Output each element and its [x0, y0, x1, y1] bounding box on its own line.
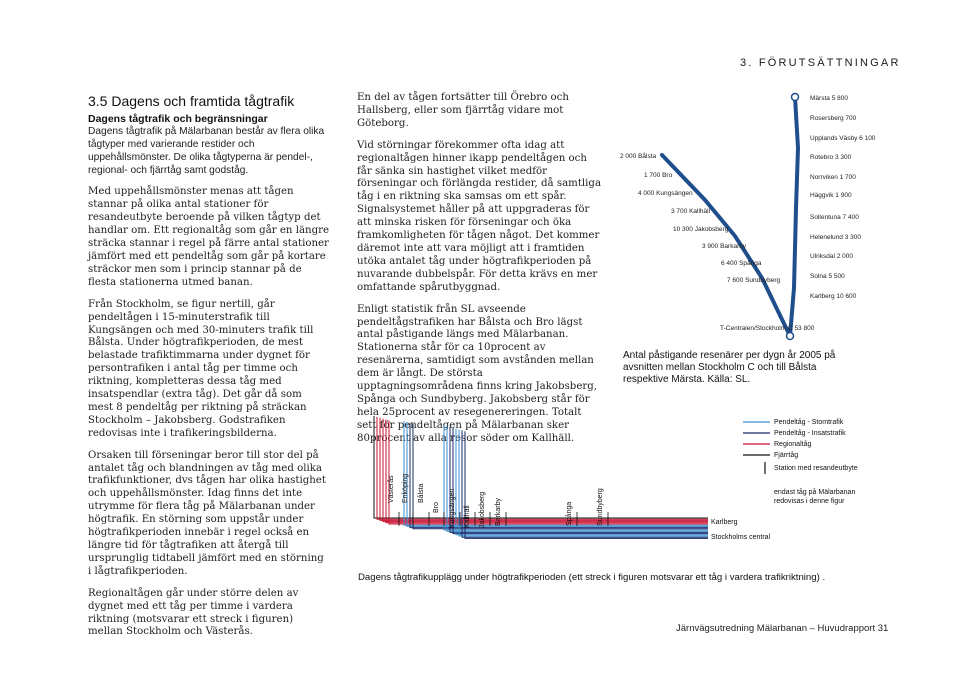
map-label-ulriksdal: Ulriksdal 2 000 — [810, 253, 854, 260]
sub-heading: Dagens tågtrafik och begränsningar — [88, 112, 268, 125]
legend-label: Station med resandeutbyte — [774, 465, 858, 472]
train-line — [383, 419, 708, 522]
train-lines — [374, 416, 708, 538]
left-text-column — [88, 95, 330, 648]
map-label-rotebro: Rotebro 3 300 — [810, 154, 852, 161]
station-sundbyberg: Sundbyberg — [597, 488, 604, 526]
station-jakobsberg: Jakobsberg — [479, 491, 486, 528]
train-line — [380, 418, 708, 521]
map-label-kallhall: 3 700 Kallhäll — [671, 208, 711, 215]
station-balsta: Bålsta — [418, 483, 425, 503]
map-label-solna: Solna 5 500 — [810, 273, 845, 280]
train-line — [447, 426, 708, 531]
map-label-rosersberg: Rosersberg 700 — [810, 115, 857, 122]
map-label-kungsangen: 4 000 Kungsängen — [638, 190, 693, 197]
paragraph: En del av tågen fortsätter till Örebro och Hallsberg, eller som fjärrtåg vidare mot Göteborg. — [357, 92, 569, 129]
map-label-marsta: Märsta 5 800 — [810, 95, 848, 102]
paragraph: Vid störningar förekommer ofta idag att regionaltågen hinner ikapp pendeltågen och får sänka sin hastighet vilket medför förseningar och förlängda restider, då samtliga tåg i en riktning ska samsas om ett spår. Signalsystemet håller på att uppgraderas för att minska risken för förseningar och öka framkomligheten för tågen något. Det kommer däremot inte att vara möjligt att i framtiden utöka antalet tåg under högtrafikperioden på nuvarande dubbelspår. För detta krävs en mer omfattande spårutbyggnad. — [357, 139, 602, 293]
legend-label: Fjärrtåg — [774, 452, 799, 459]
station-kallhall: Kallhäll — [464, 505, 471, 528]
station-enkoping: Enköping — [402, 473, 409, 503]
station-bro: Bro — [433, 502, 440, 513]
station-spanga: Spånga — [566, 501, 573, 526]
paragraph: Orsaken till förseningar beror till stor del på antalet tåg och blandningen av tåg med olika trafikfunktioner, dvs tågen har olika hastighet och uppehållsmönster. Idag finns det inte utrymme för flera tåg på Mälarbanan under högtrafik. En störning som uppstår under högtrafikperioden innebär i regel också en längre tid för tågtrafiken att återgå till ursprunglig tidtabell jämfört med en störning i lågtrafikperioden. — [88, 449, 326, 577]
map-label-jakobsberg: 10 300 Jakobsberg — [673, 226, 729, 233]
page-footer: Järnvägsutredning Mälarbanan – Huvudrapport 31 — [676, 623, 889, 634]
legend-note: endast tåg på Mälarbanan redovisas i denne figur — [774, 489, 856, 505]
section-heading: 3.5 Dagens och framtida tågtrafik — [88, 93, 295, 109]
traffic-diagram — [360, 408, 880, 556]
map-label-sundbyberg: 7 600 Sundbyberg — [727, 277, 781, 284]
station-karlberg: Karlberg — [711, 519, 738, 526]
map-label-sollentuna: Sollentuna 7 400 — [810, 214, 859, 221]
map-label-central: T-Centralen/Stockholm C 53 800 — [720, 325, 815, 332]
map-label-norrviken: Norrviken 1 700 — [810, 174, 856, 181]
paragraph: Enligt statistik från SL avseende pendeltågstrafiken har Bålsta och Bro lägst antal påstigande längs med Mälarbanan. Stationerna står för ca 10procent av resenärerna, samtidigt som avstånden mellan dem är långt. De största upptagningsområdena finns kring Jakobsberg, Spånga och Sundbyberg. Jakobsberg står för hela 25procent av resegenereringen. Totalt sett för pendeltågen på Mälarbanan sker 80procent av alla resor söder om Kallhäll. — [357, 303, 597, 444]
diagram-legend — [743, 418, 858, 505]
station-kungsangen: Kungsängen — [449, 488, 456, 528]
map-label-bro: 1 700 Bro — [644, 172, 673, 179]
train-line — [377, 417, 708, 519]
map-label-karlberg: Karlberg 10 600 — [810, 293, 857, 300]
paragraph: Regionaltågen går under större delen av dygnet med ett tåg per timme i vardera riktning (motsvarar ett streck i figuren) mellan Stockholm och Västerås. — [88, 587, 299, 638]
station-stockholm-central: Stockholms central — [711, 534, 771, 541]
map-label-upplands-vasby: Upplands Väsby 6 100 — [810, 135, 876, 142]
station-barkarby: Barkarby — [495, 497, 502, 526]
paragraph: Med uppehållsmönster menas att tågen stannar på olika antal stationer för resandeutbyte beroende på vilken tågtyp det handlar om. Ett regionaltåg som går en längre sträcka stannar i regel på färre antal stationer jämfört med ett pendeltåg som går på kortare sträckor men som i princip stannar på de flesta stationerna utmed banan. — [88, 186, 330, 288]
map-label-spanga: 6 400 Spånga — [721, 260, 762, 267]
map-label-balsta: 2 000 Bålsta — [620, 153, 657, 160]
diagram-caption: Dagens tågtrafikupplägg under högtrafikperioden (ett streck i figuren motsvarar ett tåg i vardera trafikriktning) . — [358, 572, 826, 583]
right-text-column — [357, 92, 602, 455]
paragraph: Från Stockholm, se figur nertill, går pendeltågen i 15-minuterstrafik till Kungsängen och med 30-minuters trafik till Bålsta. Under högtrafikperioden, de mest belastade trafiktimmarna under dygnet för persontrafiken i antal tåg per timme och riktning, kompletteras dessa tåg med insatspendlar (extra tåg). Det går då som mest 8 pendeltåg per riktning på sträckan Stockholm – Jakobsberg. Godstrafiken redovisas inte i trafikeringsbilderna. — [88, 298, 314, 439]
ridership-map — [610, 88, 910, 348]
station-dot — [792, 94, 799, 101]
legend-label: Pendeltåg - Stomtrafik — [774, 419, 844, 426]
map-label-helenelund: Helenelund 3 300 — [810, 234, 861, 241]
section-header: 3. FÖRUTSÄTTNINGAR — [740, 57, 901, 69]
train-line — [413, 424, 708, 529]
train-line — [450, 427, 708, 533]
legend-label: Regionaltåg — [774, 441, 812, 448]
station-dot — [787, 333, 794, 340]
north-line — [790, 97, 798, 336]
legend-label: Pendeltåg - Insatstrafik — [774, 430, 846, 437]
lead-paragraph: Dagens tågtrafik på Mälarbanan består av flera olika tågtyper med varierande restider och uppehållsmönster. De olika tågtyperna är pendel-, regional- och fjärrtåg samt godståg. — [88, 125, 325, 176]
map-caption: Antal påstigande resenärer per dygn år 2005 på avsnitten mellan Stockholm C och till Bålsta respektive Märsta. Källa: SL. — [623, 350, 836, 385]
map-label-haggvik: Häggvik 1 900 — [810, 192, 852, 199]
station-vasteras: Västerås — [388, 475, 395, 503]
map-label-barkarby: 3 900 Barkarby — [702, 243, 747, 250]
